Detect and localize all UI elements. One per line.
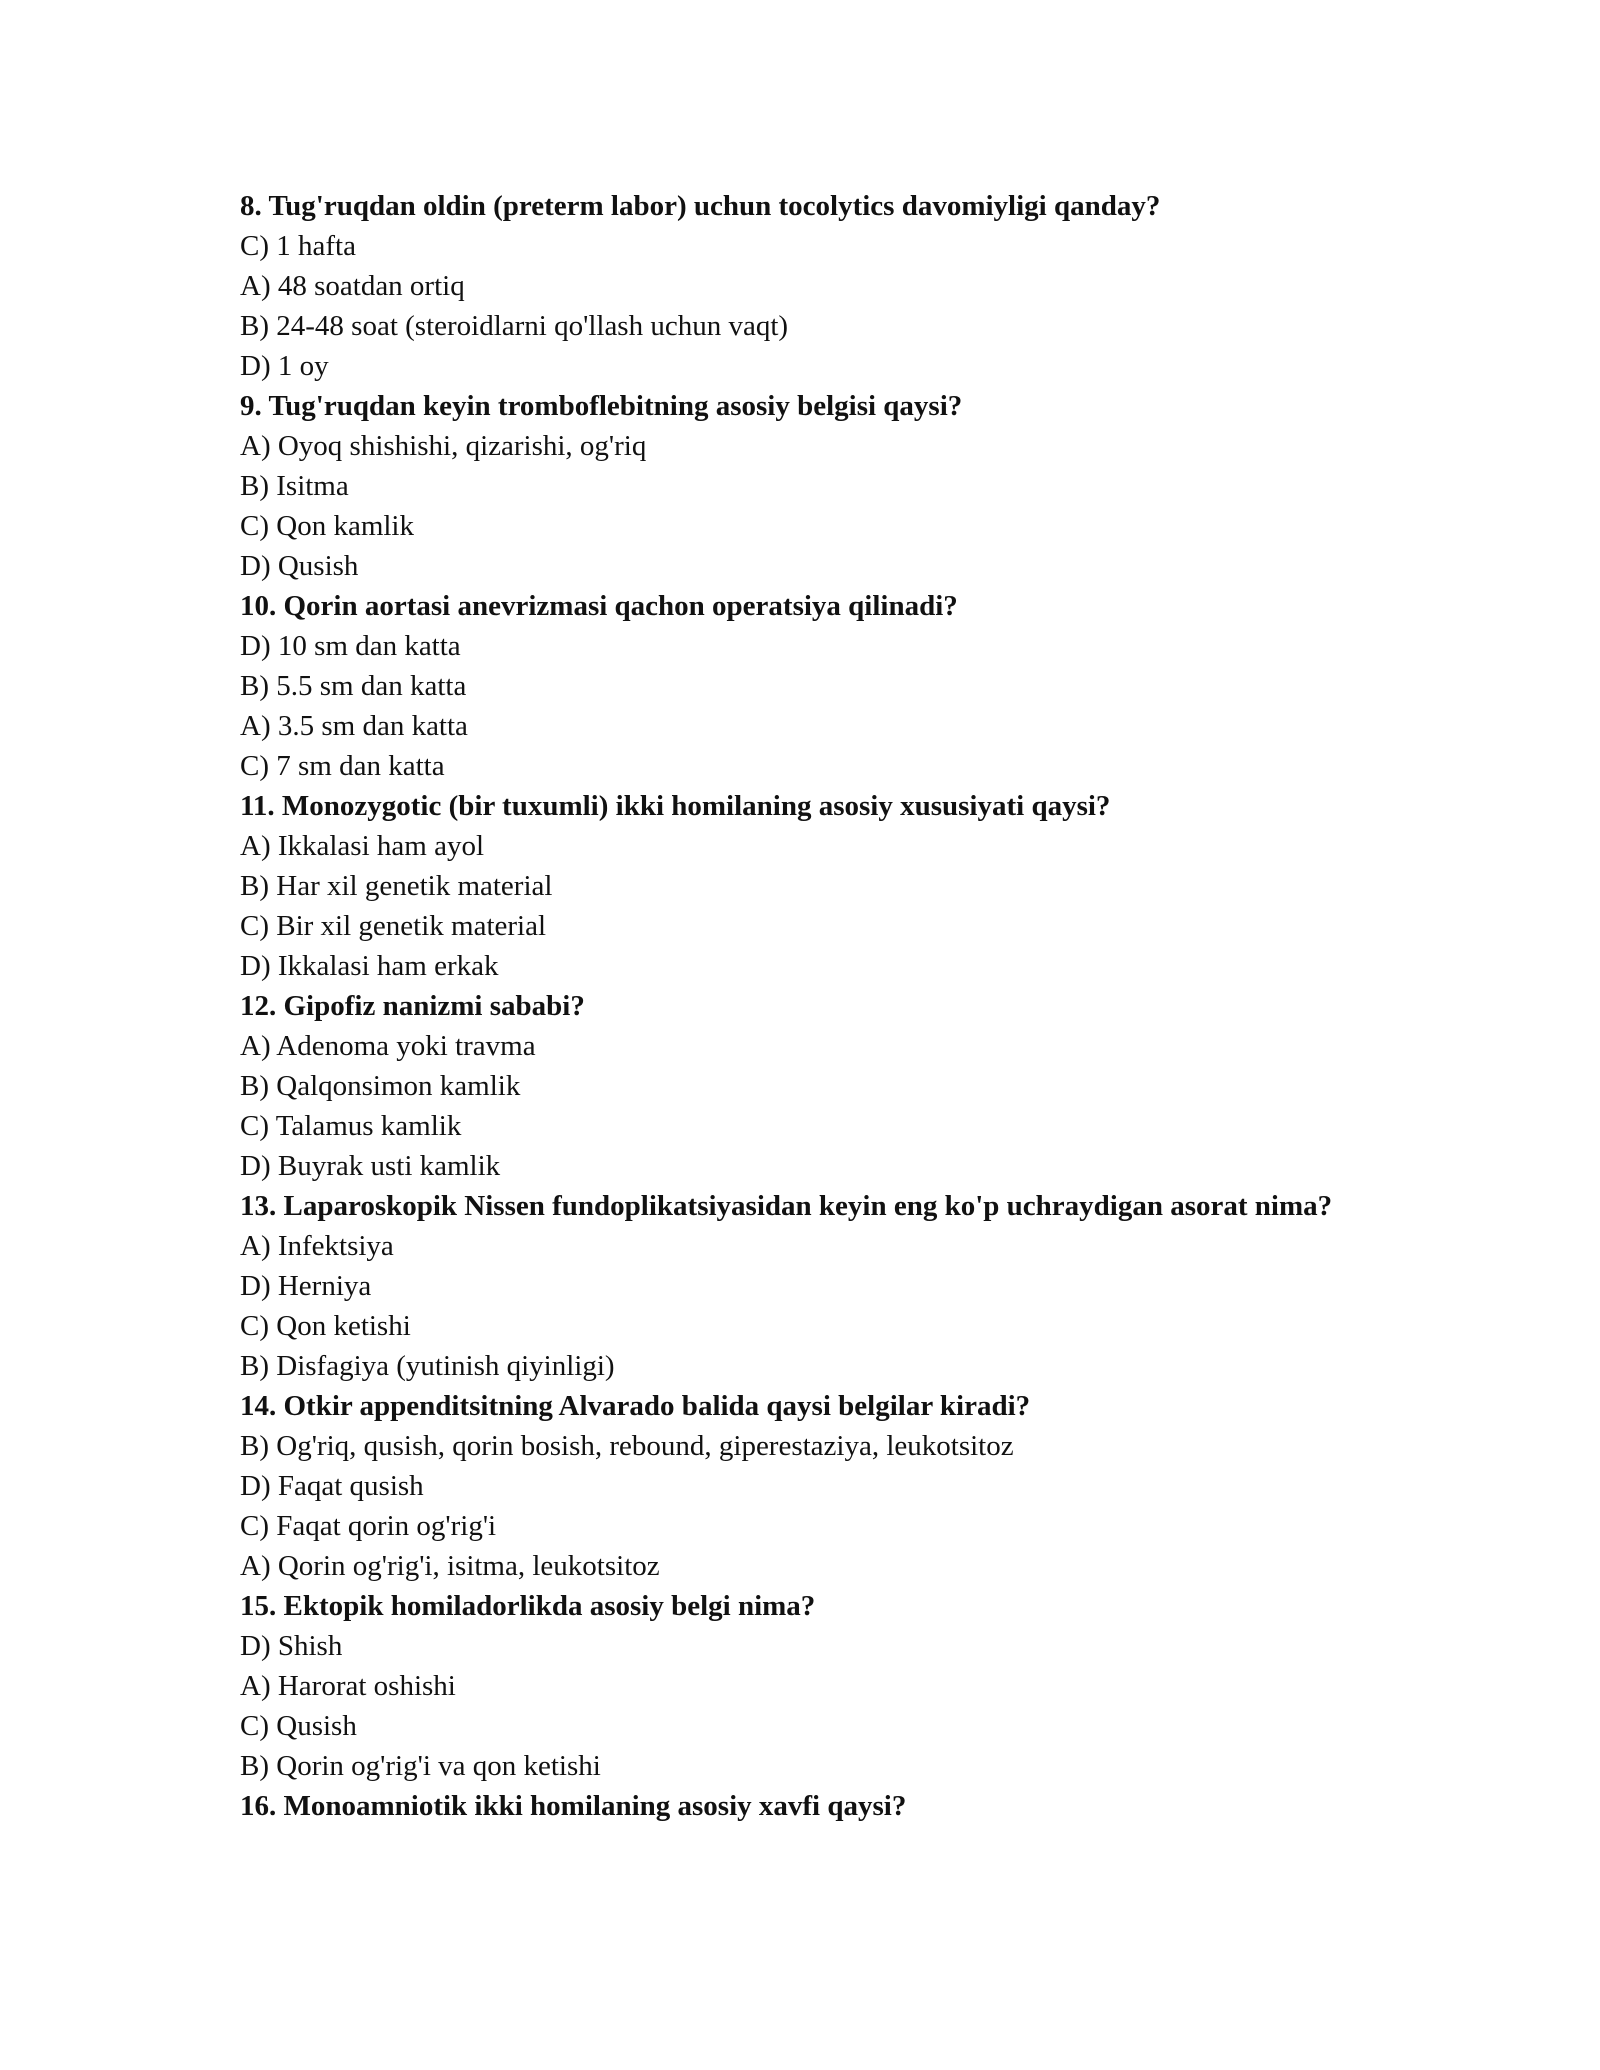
answer-option: D) Herniya bbox=[240, 1270, 372, 1302]
question-title: 12. Gipofiz nanizmi sababi? bbox=[240, 990, 585, 1022]
answer-option: C) Qon ketishi bbox=[240, 1310, 411, 1342]
answer-option: B) Isitma bbox=[240, 470, 349, 502]
answer-option: A) Harorat oshishi bbox=[240, 1670, 456, 1702]
answer-option: D) Buyrak usti kamlik bbox=[240, 1150, 501, 1182]
question-title: 15. Ektopik homiladorlikda asosiy belgi nima? bbox=[240, 1590, 816, 1622]
question-title: 8. Tug'ruqdan oldin (preterm labor) uchun tocolytics davomiyligi qanday? bbox=[240, 190, 1161, 222]
answer-option: C) Faqat qorin og'rig'i bbox=[240, 1510, 497, 1542]
question-block bbox=[240, 186, 1390, 386]
question-title: 13. Laparoskopik Nissen fundoplikatsiyasidan keyin eng ko'p uchraydigan asorat nima? bbox=[240, 1190, 1333, 1222]
answer-option: D) Faqat qusish bbox=[240, 1470, 424, 1502]
answer-option: D) 10 sm dan katta bbox=[240, 630, 461, 662]
question-title: 16. Monoamniotik ikki homilaning asosiy xavfi qaysi? bbox=[240, 1790, 907, 1822]
question-title: 11. Monozygotic (bir tuxumli) ikki homilaning asosiy xususiyati qaysi? bbox=[240, 790, 1111, 822]
answer-option: A) Adenoma yoki travma bbox=[240, 1030, 536, 1062]
question-block bbox=[240, 386, 1390, 586]
answer-option: B) Disfagiya (yutinish qiyinligi) bbox=[240, 1350, 615, 1382]
question-block bbox=[240, 1186, 1390, 1386]
question-block bbox=[240, 1586, 1390, 1786]
answer-option: C) Qon kamlik bbox=[240, 510, 414, 542]
answer-option: A) 48 soatdan ortiq bbox=[240, 270, 465, 302]
answer-option: B) Qalqonsimon kamlik bbox=[240, 1070, 521, 1102]
answer-option: A) 3.5 sm dan katta bbox=[240, 710, 468, 742]
answer-option: D) 1 oy bbox=[240, 350, 329, 382]
answer-option: A) Oyoq shishishi, qizarishi, og'riq bbox=[240, 430, 647, 462]
document-page bbox=[240, 186, 1390, 1826]
answer-option: B) 5.5 sm dan katta bbox=[240, 670, 467, 702]
question-title: 9. Tug'ruqdan keyin tromboflebitning asosiy belgisi qaysi? bbox=[240, 390, 963, 422]
question-block bbox=[240, 986, 1390, 1186]
question-title: 14. Otkir appenditsitning Alvarado balida qaysi belgilar kiradi? bbox=[240, 1390, 1031, 1422]
answer-option: B) Har xil genetik material bbox=[240, 870, 553, 902]
answer-option: B) Og'riq, qusish, qorin bosish, rebound, giperestaziya, leukotsitoz bbox=[240, 1430, 1014, 1462]
question-title: 10. Qorin aortasi anevrizmasi qachon operatsiya qilinadi? bbox=[240, 590, 958, 622]
answer-option: A) Infektsiya bbox=[240, 1230, 394, 1262]
answer-option: C) Bir xil genetik material bbox=[240, 910, 547, 942]
answer-option: C) Qusish bbox=[240, 1710, 357, 1742]
answer-option: D) Shish bbox=[240, 1630, 343, 1662]
answer-option: B) 24-48 soat (steroidlarni qo'llash uchun vaqt) bbox=[240, 310, 789, 342]
answer-option: C) Talamus kamlik bbox=[240, 1110, 462, 1142]
answer-option: D) Ikkalasi ham erkak bbox=[240, 950, 499, 982]
question-block bbox=[240, 1786, 1390, 1826]
answer-option: D) Qusish bbox=[240, 550, 359, 582]
question-block bbox=[240, 1386, 1390, 1586]
answer-option: A) Qorin og'rig'i, isitma, leukotsitoz bbox=[240, 1550, 660, 1582]
answer-option: B) Qorin og'rig'i va qon ketishi bbox=[240, 1750, 601, 1782]
question-block bbox=[240, 786, 1390, 986]
answer-option: C) 7 sm dan katta bbox=[240, 750, 445, 782]
question-block bbox=[240, 586, 1390, 786]
answer-option: A) Ikkalasi ham ayol bbox=[240, 830, 485, 862]
answer-option: C) 1 hafta bbox=[240, 230, 356, 262]
